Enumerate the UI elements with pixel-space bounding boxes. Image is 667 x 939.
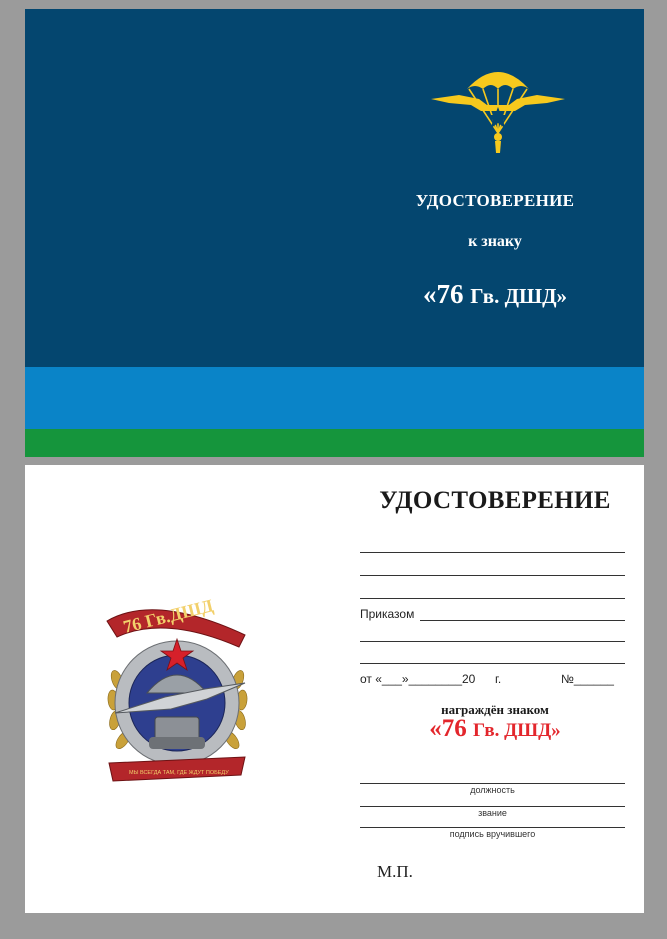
recipient-line-3[interactable] (360, 598, 625, 599)
number-field[interactable]: №______ (561, 672, 614, 686)
recipient-line-1[interactable] (360, 552, 625, 553)
signature-line[interactable] (360, 827, 625, 828)
order-line-3[interactable] (360, 663, 625, 664)
paratrooper-emblem-icon (429, 59, 567, 155)
cover-name-prefix: «76 (422, 279, 464, 309)
certificate-inside (25, 465, 644, 913)
badge-76-gv-dshd-icon (95, 585, 260, 790)
svg-text:76 Гв.ДШД: 76 Гв.ДШД (121, 595, 216, 637)
awarded-label: награждён знаком (441, 702, 549, 717)
order-line[interactable] (420, 620, 625, 621)
date-year-suffix: г. (495, 672, 502, 686)
order-label: Приказом (360, 607, 415, 621)
cover-sky-band (25, 367, 644, 429)
cover-name-suffix: Гв. ДШД» (470, 284, 568, 308)
signature-caption: подпись вручившего (449, 829, 536, 839)
cover-grass-band (25, 429, 644, 457)
order-line-2[interactable] (360, 641, 625, 642)
award-name-prefix: «76 (429, 715, 467, 742)
svg-text:МЫ ВСЕГДА ТАМ, ГДЕ ЖДУТ ПОБЕДУ: МЫ ВСЕГДА ТАМ, ГДЕ ЖДУТ ПОБЕДУ (129, 770, 229, 776)
recipient-line-2[interactable] (360, 575, 625, 576)
seal-label: М.П. (377, 862, 413, 881)
cover-badge-name (365, 279, 625, 310)
award-badge-name (365, 715, 625, 743)
rank-caption: звание (478, 808, 507, 818)
rank-line[interactable] (360, 806, 625, 807)
award-name-suffix: Гв. ДШД» (473, 720, 561, 741)
position-line[interactable] (360, 783, 625, 784)
cover-subtitle: к знаку (468, 233, 522, 250)
position-caption: должность (470, 785, 515, 795)
certificate-cover (25, 9, 644, 457)
date-from-field[interactable]: от «___»________20 (360, 672, 476, 686)
cover-title: УДОСТОВЕРЕНИЕ (415, 191, 575, 210)
inside-title: УДОСТОВЕРЕНИЕ (379, 487, 611, 514)
